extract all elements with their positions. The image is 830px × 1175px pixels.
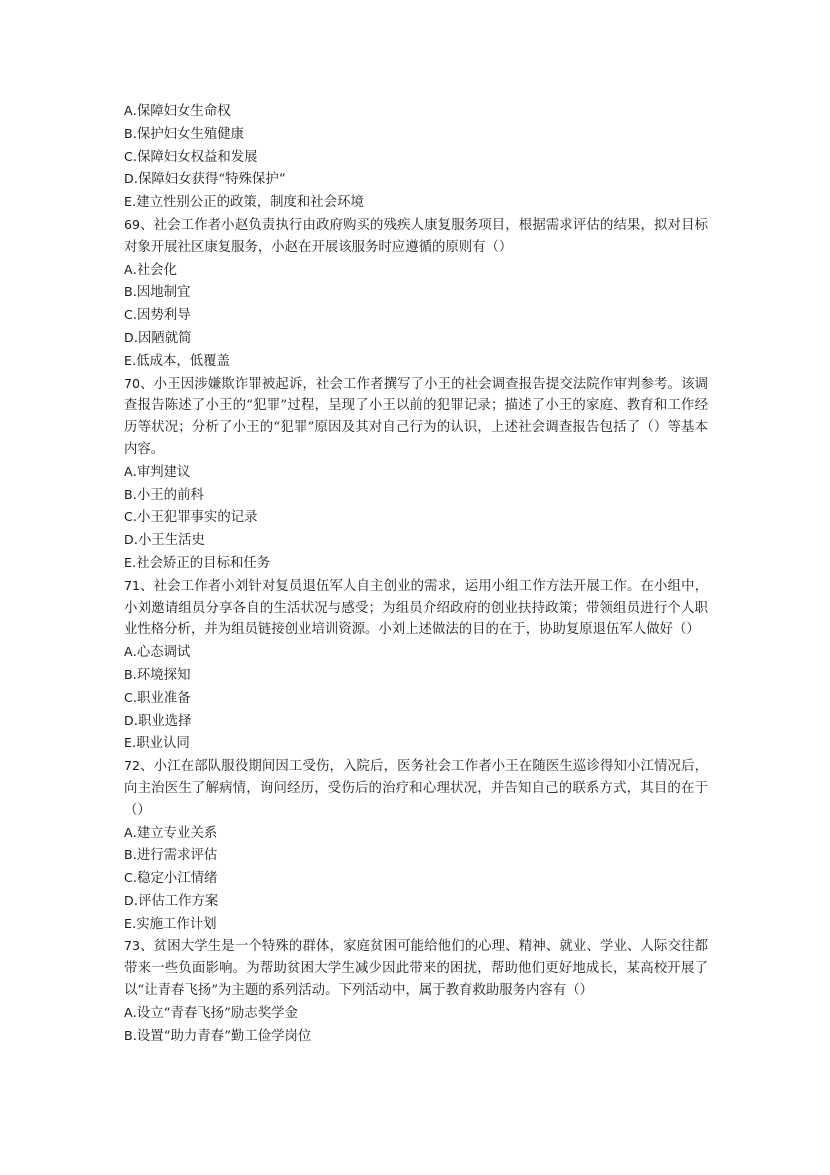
question-stem <box>124 755 708 821</box>
option-text: .设置“助力青春”勤工俭学岗位 <box>132 1028 312 1044</box>
option-text: .职业认同 <box>131 736 190 752</box>
option-text: .社会矫正的目标和任务 <box>131 555 271 571</box>
option-letter: E <box>124 554 132 570</box>
option-text: .低成本，低覆盖 <box>131 353 230 369</box>
question-text: 、贫困大学生是一个特殊的群体，家庭贫困可能给他们的心理、精神、就业、学业、人际交往都带来一些负面影响。为帮助贫困大学生减少因此带来的困扰，帮助他们更好地成长，某高校开展了以“让青春飞扬”为主题的系列活动。下列活动中，属于教育救助服务内容有（） <box>124 939 708 999</box>
question-stem <box>124 575 708 641</box>
option-letter: A <box>124 103 133 118</box>
option-text: .职业准备 <box>132 690 191 706</box>
option-letter: D <box>124 329 134 345</box>
option-d <box>124 168 708 191</box>
option-a <box>124 461 708 484</box>
option-text: .建立性别公正的政策，制度和社会环境 <box>131 195 364 211</box>
question-70 <box>124 373 708 575</box>
option-text: .因势利导 <box>132 308 191 324</box>
option-letter: C <box>124 689 133 705</box>
question-69 <box>124 214 708 373</box>
option-text: .保障妇女生命权 <box>132 104 231 119</box>
option-e <box>124 732 708 755</box>
option-letter: B <box>124 847 133 863</box>
option-b <box>124 1025 708 1048</box>
option-text: .稳定小江情绪 <box>132 871 218 887</box>
option-letter: C <box>124 148 133 164</box>
option-e <box>124 191 708 214</box>
option-text: .职业选择 <box>133 713 192 729</box>
option-c <box>124 867 708 890</box>
option-letter: C <box>124 870 133 886</box>
option-b <box>124 664 708 687</box>
question-number: 69 <box>124 216 141 232</box>
question-text: 、社会工作者小刘针对复员退伍军人自主创业的需求，运用小组工作方法开展工作。在小组中，小刘邀请组员分享各自的生活状况与感受；为组员介绍政府的创业扶持政策；带领组员进行个人职业性格分析，并为组员链接创业培训资源。小刘上述做法的目的在于，协助复原退伍军人做好（） <box>124 578 708 638</box>
option-c <box>124 304 708 327</box>
option-letter: A <box>124 644 133 660</box>
option-text: .建立专业关系 <box>132 825 218 841</box>
option-a <box>124 1002 708 1025</box>
option-letter: E <box>124 735 132 751</box>
option-a <box>124 100 708 123</box>
option-a <box>124 641 708 664</box>
question-number: 70 <box>124 375 141 391</box>
option-c <box>124 687 708 710</box>
option-text: .小王犯罪事实的记录 <box>132 510 258 526</box>
option-text: .设立“青春飞扬”励志奖学金 <box>132 1005 298 1021</box>
question-text: 、小王因涉嫌欺诈罪被起诉，社会工作者撰写了小王的社会调查报告提交法院作审判参考。该调查报告陈述了小王的“犯罪”过程，呈现了小王以前的犯罪记录；描述了小王的家庭、教育和工作经历等状况；分析了小王的“犯罪”原因及其对自己行为的认识，上述社会调查报告包括了（）等基本内容。 <box>124 376 708 457</box>
question-stem <box>124 935 708 1001</box>
option-letter: E <box>124 915 132 931</box>
option-d <box>124 710 708 733</box>
option-text: .社会化 <box>132 262 178 278</box>
option-letter: B <box>124 666 133 682</box>
option-text: .保障妇女获得“特殊保护” <box>133 172 286 188</box>
option-text: .心态调试 <box>132 645 191 661</box>
option-b <box>124 281 708 304</box>
option-letter: C <box>124 509 133 525</box>
option-letter: D <box>124 171 134 187</box>
option-text: .因陋就简 <box>133 330 192 346</box>
option-letter: B <box>124 1027 133 1043</box>
option-letter: C <box>124 307 133 323</box>
option-e <box>124 552 708 575</box>
option-e <box>124 350 708 373</box>
option-letter: D <box>124 532 134 548</box>
question-stem <box>124 214 708 259</box>
option-b <box>124 123 708 146</box>
option-letter: B <box>124 284 133 300</box>
question-number: 71 <box>124 577 141 593</box>
option-letter: A <box>124 1004 133 1020</box>
option-letter: B <box>124 486 133 502</box>
option-d <box>124 529 708 552</box>
option-text: .保障妇女权益和发展 <box>132 149 258 165</box>
option-text: .环境探知 <box>132 667 191 683</box>
option-text: .小王生活史 <box>133 533 205 549</box>
option-text: .实施工作计划 <box>131 916 217 932</box>
option-letter: A <box>124 824 133 840</box>
option-d <box>124 890 708 913</box>
option-text: .小王的前科 <box>132 487 204 503</box>
option-list <box>124 100 708 214</box>
option-letter: A <box>124 261 133 277</box>
option-text: .评估工作方案 <box>133 893 219 909</box>
question-71 <box>124 575 708 755</box>
question-number: 72 <box>124 758 141 774</box>
document-page <box>124 100 708 1047</box>
option-text: .审判建议 <box>132 464 191 480</box>
question-number: 73 <box>124 938 141 954</box>
option-letter: A <box>124 463 133 479</box>
question-stem <box>124 373 708 461</box>
option-e <box>124 913 708 936</box>
option-c <box>124 146 708 169</box>
question-73 <box>124 935 708 1047</box>
option-letter: E <box>124 352 132 368</box>
question-72 <box>124 755 708 935</box>
option-text: .因地制宜 <box>132 285 191 301</box>
option-letter: E <box>124 194 132 210</box>
option-a <box>124 822 708 845</box>
option-letter: D <box>124 892 134 908</box>
option-c <box>124 506 708 529</box>
option-text: .进行需求评估 <box>132 848 218 864</box>
option-text: .保护妇女生殖健康 <box>132 126 245 142</box>
option-d <box>124 327 708 350</box>
option-a <box>124 259 708 282</box>
option-b <box>124 484 708 507</box>
option-letter: B <box>124 125 133 141</box>
option-b <box>124 844 708 867</box>
question-text: 、社会工作者小赵负责执行由政府购买的残疾人康复服务项目，根据需求评估的结果，拟对目标对象开展社区康复服务，小赵在开展该服务时应遵循的原则有（） <box>124 217 708 255</box>
option-letter: D <box>124 712 134 728</box>
question-text: 、小江在部队服役期间因工受伤，入院后，医务社会工作者小王在随医生巡诊得知小江情况后，向主治医生了解病情，询问经历，受伤后的治疗和心理状况，并告知自己的联系方式，其目的在于（） <box>124 759 708 818</box>
